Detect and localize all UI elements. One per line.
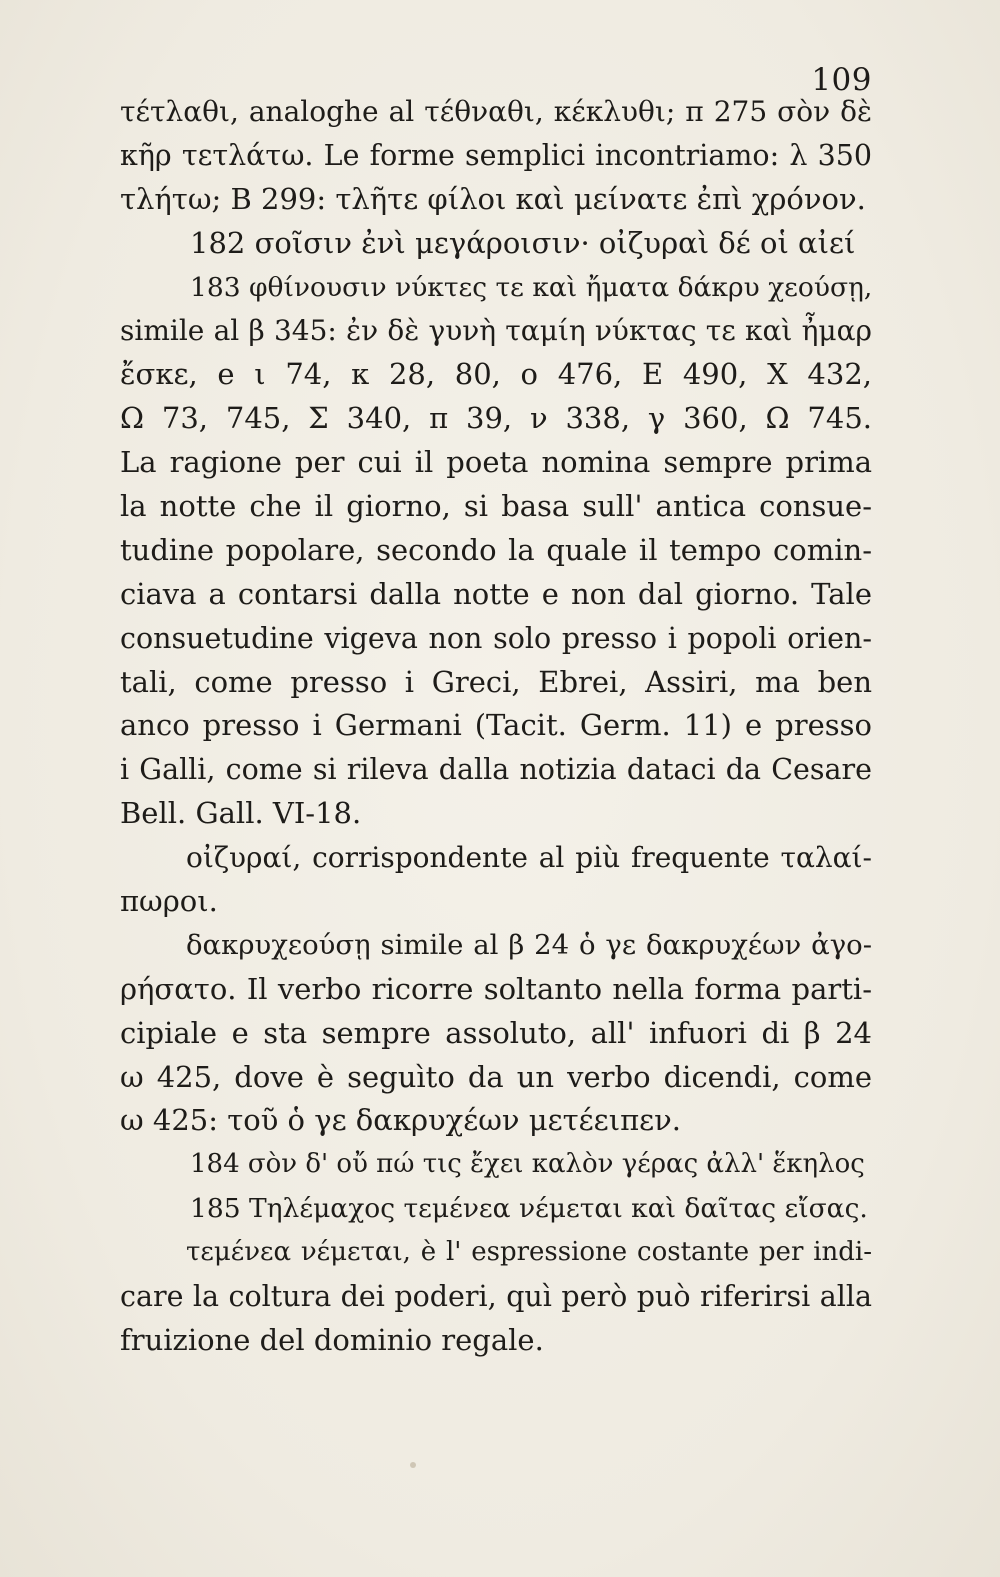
verse-line: 185 Τηλέμαχος τεμένεα νέμεται καὶ δαῖτας εἴσας. — [190, 1193, 868, 1225]
lemma-line: οἰζυραί, corrispondente al più frequente ταλαί- — [186, 841, 872, 875]
text-line: cipiale e sta sempre assoluto, all' infuori di β 24 — [120, 1015, 872, 1050]
text-line: tudine popolare, secondo la quale il tempo comin- — [120, 532, 872, 567]
text-line: La ragione per cui il poeta nomina sempre prima — [120, 445, 872, 480]
text-line: fruizione del dominio regale. — [120, 1322, 544, 1357]
body-text — [120, 90, 872, 1363]
text-line: πωροι. — [120, 884, 218, 919]
paper-spot — [410, 1462, 416, 1468]
text-line: simile al β 345: ἐν δὲ γυνὴ ταμίη νύκτας τε καὶ ἦμαρ — [120, 314, 872, 348]
text-line: i Galli, come si rileva dalla notizia dataci da Cesare — [120, 753, 872, 787]
text-line: anco presso i Germani (Tacit. Germ. 11) e presso — [120, 708, 872, 743]
text-line: ρήσατο. Il verbo ricorre soltanto nella forma parti- — [120, 971, 872, 1006]
text-line: Bell. Gall. VI-18. — [120, 796, 362, 831]
text-line: care la coltura dei poderi, quì però può riferirsi alla — [120, 1280, 872, 1314]
text-line: τέτλαθι, analoghe al τέθναθι, κέκλυθι; π 275 σὸν δὲ — [120, 95, 872, 128]
text-line: τλήτω; B 299: τλῆτε φίλοι καὶ μείνατε ἐπὶ χρόνον. — [120, 181, 866, 216]
verse-line: 182 σοῖσιν ἐνὶ μεγάροισιν· οἰζυραὶ δέ οἱ αἰεί — [190, 225, 856, 260]
page-number: 109 — [811, 62, 872, 98]
lemma-line: τεμένεα νέμεται, è l' espressione costante per indi- — [186, 1237, 872, 1268]
text-line: Ω 73, 745, Σ 340, π 39, ν 338, γ 360, Ω 745. — [120, 401, 872, 436]
text-line: κῆρ τετλάτω. Le forme semplici incontriamo: λ 350 — [120, 138, 872, 172]
text-line: ἔσκε, e ι 74, κ 28, 80, ο 476, E 490, X 432, — [120, 357, 872, 392]
text-line: consuetudine vigeva non solo presso i popoli orien- — [120, 621, 872, 655]
lemma-line: δακρυχεούσῃ simile al β 24 ὁ γε δακρυχέων ἀγο- — [186, 928, 872, 961]
text-line: ciava a contarsi dalla notte e non dal giorno. Tale — [120, 576, 872, 611]
verse-line: 184 σὸν δ' οὔ πώ τις ἔχει καλὸν γέρας ἀλλ' ἕκηλος — [190, 1149, 865, 1180]
text-line: tali, come presso i Greci, Ebrei, Assiri, ma ben — [120, 664, 872, 699]
text-line: la notte che il giorno, si basa sull' antica consue- — [120, 489, 872, 524]
text-line: ω 425: τοῦ ὁ γε δακρυχέων μετέειπεν. — [120, 1103, 682, 1138]
verse-line: 183 φθίνουσιν νύκτες τε καὶ ἤματα δάκρυ χεούσῃ, — [190, 271, 872, 303]
text-line: ω 425, dove è seguìto da un verbo dicendi, come — [120, 1059, 872, 1094]
